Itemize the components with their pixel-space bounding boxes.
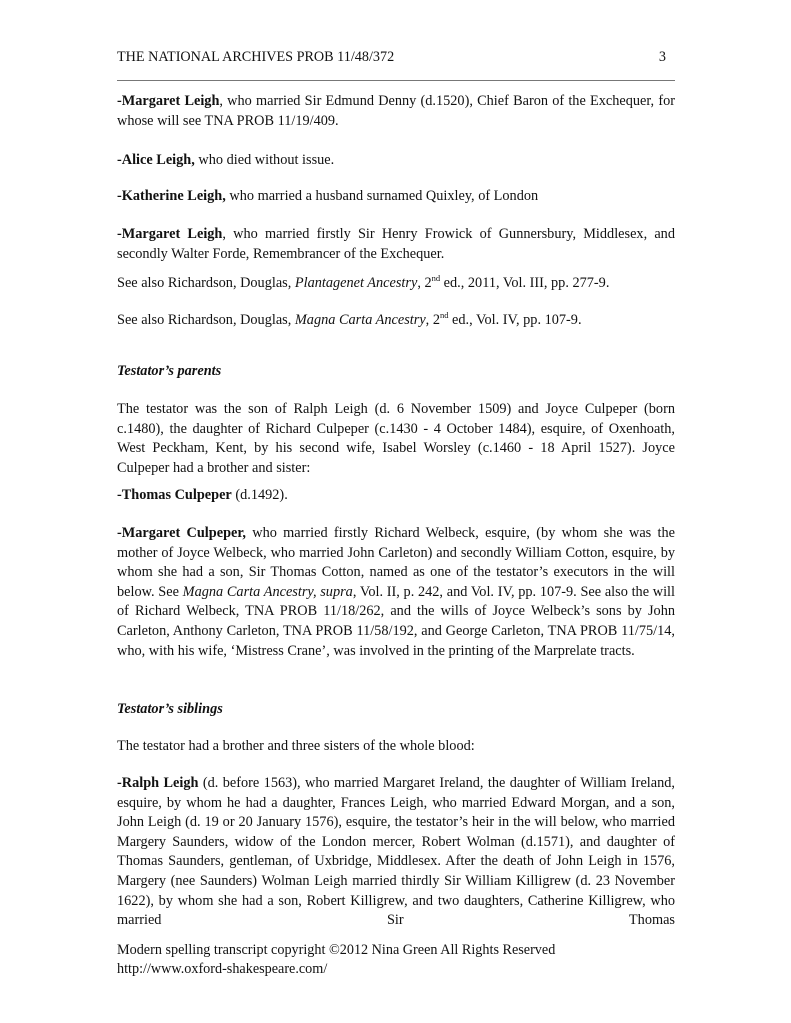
paragraph-alice-leigh: -Alice Leigh, who died without issue. [117,152,335,168]
section-heading-siblings: Testator’s siblings [117,701,223,717]
footer-copyright: Modern spelling transcript copyright ©2012 Nina Green All Rights Reserved [117,942,556,958]
paragraph-ralph-leigh: -Ralph Leigh (d. before 1563), who married Margaret Ireland, the daughter of William Ireland, esquire, by whom he had a daughter, Frances Leigh, who married Edward Morgan, and a son, John Leigh (d. 19 or 20 January 1576), esquire, the testator’s heir in the will below, who married Margery Saunders, widow of the London mercer, Robert Wolman (d.1571), and daughter of Thomas Saunders, gentleman, of Uxbridge, Middlesex. After the death of John Leigh in 1576, Margery (nee Saunders) Wolman Leigh married thirdly Sir William Killigrew (d. 23 November 1622), by whom she had a son, Robert Killigrew, and two daughters, Catherine Killigrew, who married Sir Thomas [117,775,675,929]
page-number: 3 [658,49,666,65]
book-title: Magna Carta Ancestry [294,312,426,328]
person-name: -Alice Leigh, [117,152,195,168]
citation-magna-carta-ancestry: See also Richardson, Douglas, Magna Carta Ancestry, 2nd ed., Vol. IV, pp. 107-9. [117,310,582,328]
paragraph-parents: The testator was the son of Ralph Leigh (d. 6 November 1509) and Joyce Culpeper (born c.1480), the daughter of Richard Culpeper (c.1430 - 4 October 1484), esquire, of Oxenhoath, West Peckham, Kent, by his second wife, Isabel Worsley (c.1460 - 18 April 1527). Joyce Culpeper had a brother and sister: [117,401,675,476]
person-name: -Ralph Leigh [117,775,199,791]
book-title: Magna Carta Ancestry, supra [182,583,353,600]
paragraph-katherine-leigh: -Katherine Leigh, who married a husband surnamed Quixley, of London [117,188,539,204]
paragraph-margaret-leigh-frowick: -Margaret Leigh, who married firstly Sir Henry Frowick of Gunnersbury, Middlesex, and secondly Walter Forde, Remembrancer of the Exchequer. [117,226,675,262]
person-name: -Thomas Culpeper [117,487,232,503]
person-name: -Margaret Culpeper, [117,525,246,541]
person-name: -Katherine Leigh, [117,188,226,204]
paragraph-thomas-culpeper: -Thomas Culpeper (d.1492). [117,487,288,503]
page-footer [117,941,555,979]
citation-plantagenet-ancestry: See also Richardson, Douglas, Plantagenet Ancestry, 2nd ed., 2011, Vol. III, pp. 277-9. [117,273,610,291]
person-name: -Margaret Leigh [117,93,220,109]
header-title: THE NATIONAL ARCHIVES PROB 11/48/372 [117,49,395,65]
header-rule [117,80,675,81]
person-name: -Margaret Leigh [117,226,223,242]
paragraph-siblings-intro: The testator had a brother and three sisters of the whole blood: [117,738,475,754]
paragraph-margaret-leigh-denny: -Margaret Leigh, who married Sir Edmund Denny (d.1520), Chief Baron of the Exchequer, for whose will see TNA PROB 11/19/409. [117,93,675,129]
book-title: Plantagenet Ancestry [294,275,418,291]
paragraph-margaret-culpeper: -Margaret Culpeper, who married firstly Richard Welbeck, esquire, (by whom she was the mother of Joyce Welbeck, who married John Carleton) and secondly William Cotton, esquire, by whom she had a son, Sir Thomas Cotton, named as one of the testator’s executors in the will below. See Magna Carta Ancestry, supra, Vol. II, p. 242, and Vol. IV, pp. 107-9. See also the will of Richard Welbeck, TNA PROB 11/18/262, and the wills of Joyce Welbeck’s sons by John Carleton, Anthony Carleton, TNA PROB 11/58/192, and George Carleton, TNA PROB 11/75/14, who, with his wife, ‘Mistress Crane’, was involved in the printing of the Marprelate tracts. [117,525,675,659]
footer-url: http://www.oxford-shakespeare.com/ [117,961,328,977]
section-heading-parents: Testator’s parents [117,363,222,379]
